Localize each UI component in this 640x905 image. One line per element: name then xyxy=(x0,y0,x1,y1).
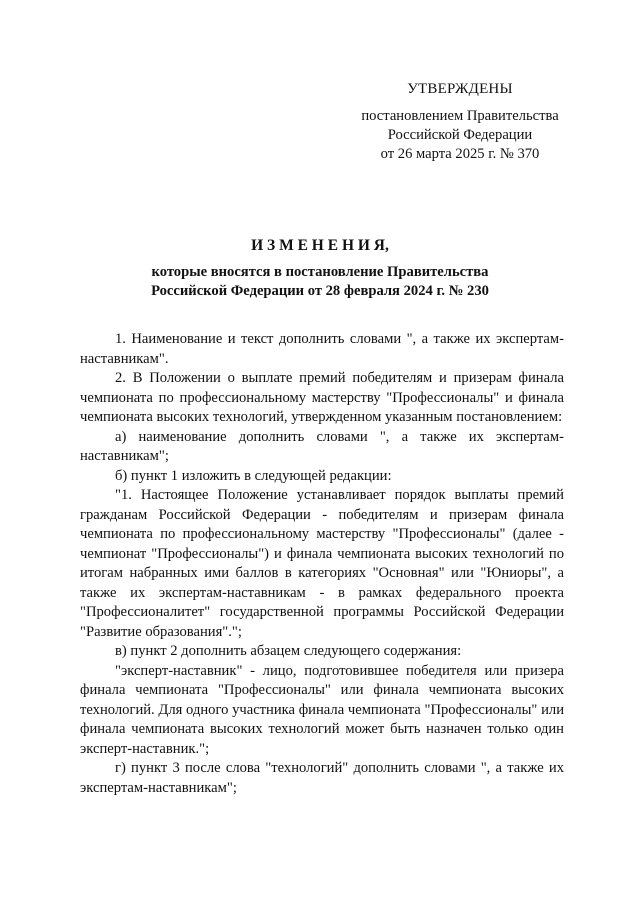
paragraph-7: "эксперт-наставник" - лицо, подготовившее победителя или призера финала чемпионата "Профессионалы" или финала чемпионата высоких технологий. Для одного участника финала чемпионата "Профессионалы" или финала чемпионата высоких технологий может быть назначен только один эксперт-наставник."; xyxy=(80,662,564,757)
approval-line-2: Российской Федерации xyxy=(387,127,533,143)
paragraph-2: 2. В Положении о выплате премий победителям и призерам финала чемпионата по профессиональному мастерству "Профессионалы" и финала чемпионата высоких технологий, утвержденном указанным постановлением: xyxy=(80,370,564,425)
paragraph-4: б) пункт 1 изложить в следующей редакции: xyxy=(115,467,392,484)
approval-line-3: от 26 марта 2025 г. № 370 xyxy=(380,146,540,162)
title-subtitle-2: Российской Федерации от 28 февраля 2024 г. № 230 xyxy=(151,283,489,299)
title-subtitle-1: которые вносятся в постановление Правительства xyxy=(151,264,489,280)
paragraph-8: г) пункт 3 после слова "технологий" дополнить словами ", а также их экспертам-наставникам"; xyxy=(80,760,564,796)
paragraph-3: а) наименование дополнить словами ", а также их экспертам-наставникам"; xyxy=(80,428,564,464)
paragraph-5: "1. Настоящее Положение устанавливает порядок выплаты премий гражданам Российской Федерации - победителям и призерам финала чемпионата по профессиональному мастерству "Профессионалы" (далее - чемпионат "Профессионалы") и финала чемпионата высоких технологий по итогам набранных ими баллов в категориях "Основная" или "Юниоры", а также их экспертам-наставникам - в рамках федерального проекта "Профессионалитет" государственной программы Российской Федерации "Развитие образования"."; xyxy=(80,487,564,640)
approval-line-1: постановлением Правительства xyxy=(361,108,559,124)
approval-stamp xyxy=(340,80,580,164)
paragraph-1: 1. Наименование и текст дополнить словами ", а также их экспертам-наставникам". xyxy=(80,331,564,367)
document-body xyxy=(80,330,564,798)
approval-word: УТВЕРЖДЕНЫ xyxy=(407,81,513,97)
title-heading: И З М Е Н Е Н И Я, xyxy=(251,237,389,254)
document-title xyxy=(60,236,580,301)
paragraph-6: в) пункт 2 дополнить абзацем следующего содержания: xyxy=(115,643,462,659)
